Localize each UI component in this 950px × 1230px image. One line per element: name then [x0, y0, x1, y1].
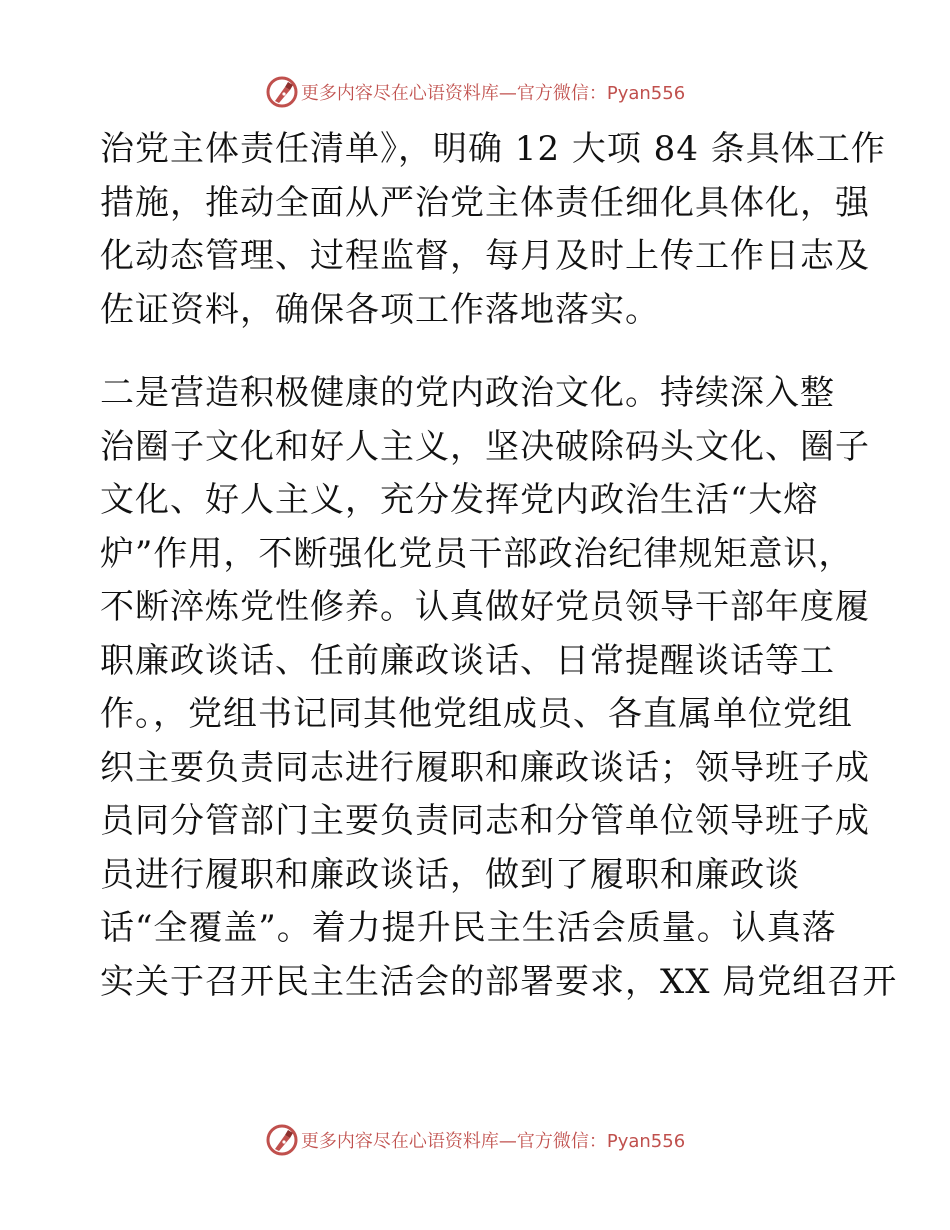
- text-line: 佐证资料，确保各项工作落地落实。: [100, 289, 660, 330]
- paragraph-1: [100, 123, 886, 337]
- footer-banner: [0, 1120, 950, 1160]
- text-line: 措施，推动全面从严治党主体责任细化具体化，强: [100, 182, 870, 223]
- header-banner: [0, 72, 950, 112]
- text-line: 职廉政谈话、任前廉政谈话、日常提醒谈话等工: [100, 640, 835, 681]
- text-line: 话“全覆盖”。着力提升民主生活会质量。认真落: [100, 908, 837, 948]
- paragraph-spacer: [100, 337, 860, 367]
- paragraph-2: [100, 367, 898, 1009]
- pen-nib-logo-icon: [265, 1123, 299, 1157]
- text-line: 作。，党组书记同其他党组成员、各直属单位党组: [100, 694, 853, 734]
- text-line: 文化、好人主义，充分发挥党内政治生活“大熔: [100, 480, 819, 520]
- text-line: 员进行履职和廉政谈话，做到了履职和廉政谈: [100, 854, 800, 895]
- text-line: 织主要负责同志进行履职和廉政谈话；领导班子成: [100, 747, 870, 788]
- text-line: 二是营造积极健康的党内政治文化。持续深入整: [100, 373, 835, 413]
- pen-nib-logo-icon: [265, 75, 299, 109]
- header-banner-text: 更多内容尽在心语资料库—官方微信：Pyan556: [300, 83, 686, 104]
- document-body: [100, 123, 898, 1009]
- text-line: 治圈子文化和好人主义，坚决破除码头文化、圈子: [100, 426, 870, 467]
- text-line: 治党主体责任清单》，明确 12 大项 84 条具体工作: [100, 129, 886, 169]
- text-line: 不断淬炼党性修养。认真做好党员领导干部年度履: [100, 587, 870, 627]
- text-line: 炉”作用，不断强化党员干部政治纪律规矩意识，: [100, 533, 854, 574]
- text-line: 实关于召开民主生活会的部署要求，XX 局党组召开: [100, 961, 898, 1002]
- footer-banner-text: 更多内容尽在心语资料库—官方微信：Pyan556: [300, 1131, 686, 1152]
- text-line: 化动态管理、过程监督，每月及时上传工作日志及: [100, 236, 870, 276]
- text-line: 员同分管部门主要负责同志和分管单位领导班子成: [100, 801, 870, 841]
